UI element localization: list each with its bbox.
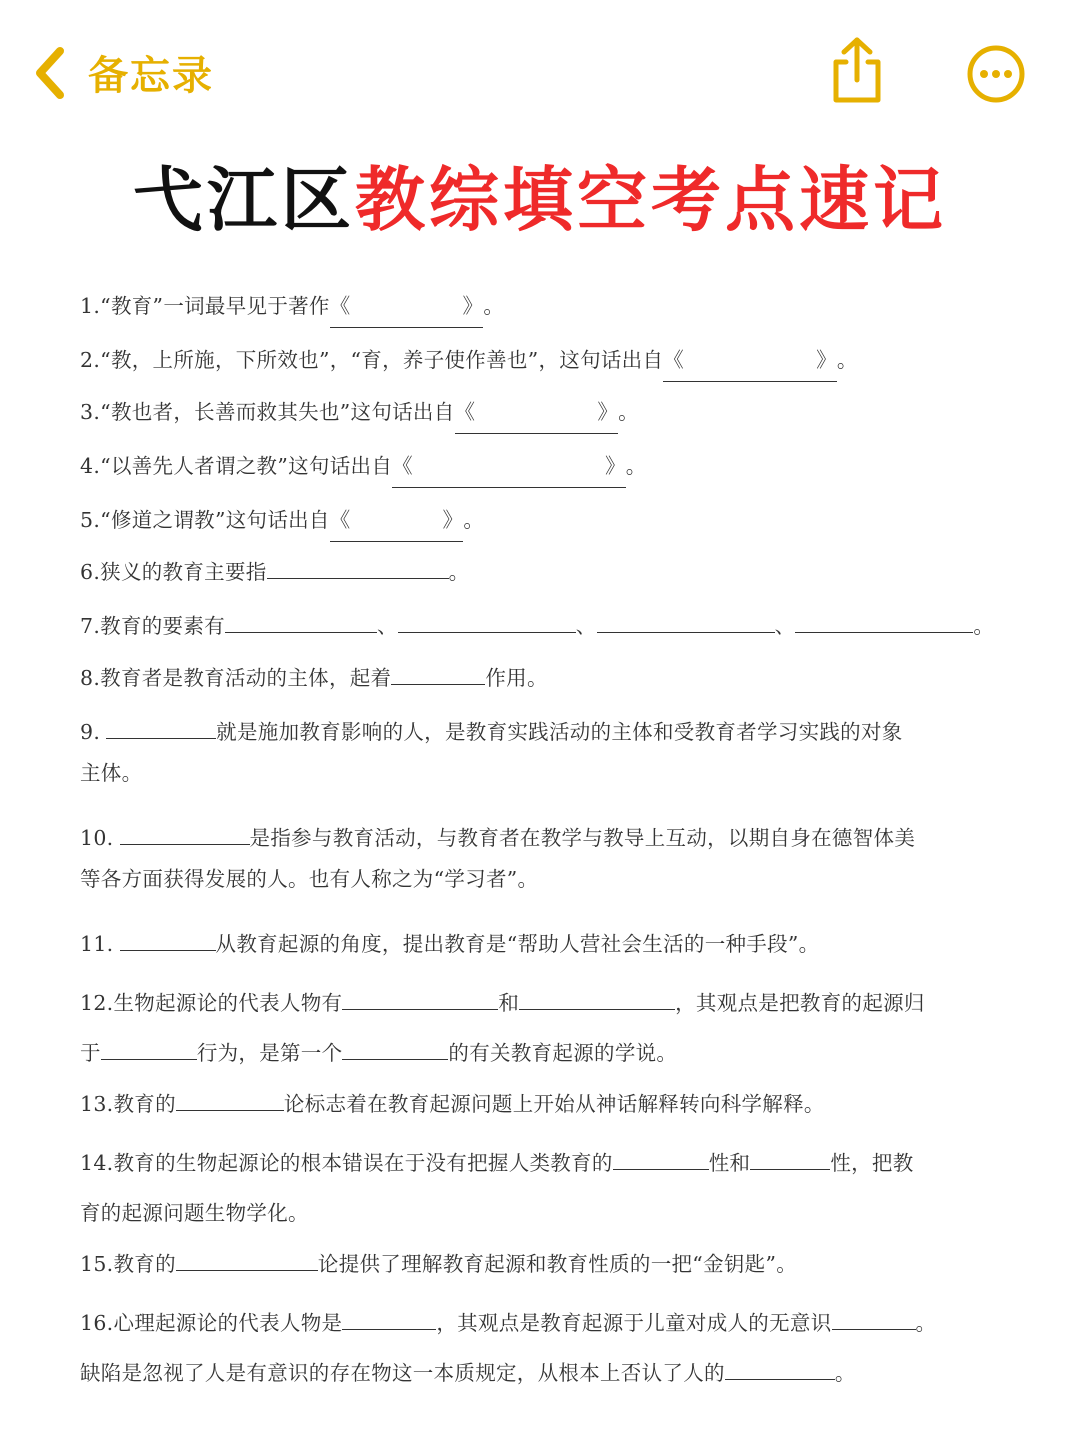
answer-blank[interactable] bbox=[106, 716, 216, 739]
question-text: 7.教育的要素有 bbox=[80, 614, 225, 638]
question-text-continued: 缺陷是忽视了人是有意识的存在物这一本质规定，从根本上否认了人的 bbox=[80, 1361, 725, 1385]
question-text: 10. bbox=[80, 826, 114, 850]
question-11 bbox=[80, 924, 1010, 965]
question-text: 2.“教，上所施，下所效也”，“育，养子使作善也”，这句话出自 bbox=[80, 348, 664, 372]
question-9 bbox=[80, 712, 1010, 794]
question-text-end: 。 bbox=[973, 614, 995, 638]
question-text-continued: 育的起源问题生物学化。 bbox=[80, 1201, 309, 1225]
separator: 、 bbox=[575, 614, 597, 638]
question-text-end: 。 bbox=[618, 400, 639, 424]
question-text-end: 。 bbox=[836, 348, 858, 372]
answer-blank[interactable] bbox=[342, 987, 498, 1010]
question-1 bbox=[80, 286, 1010, 328]
question-text: ，其观点是教育起源于儿童对成人的无意识 bbox=[436, 1311, 832, 1335]
answer-blank[interactable] bbox=[176, 1088, 284, 1111]
question-text-continued: 于 bbox=[80, 1041, 101, 1065]
question-2 bbox=[80, 340, 1010, 382]
answer-blank[interactable] bbox=[398, 610, 576, 633]
question-text: 和 bbox=[498, 991, 520, 1015]
question-text: 5.“修道之谓教”这句话出自 bbox=[80, 508, 330, 532]
answer-blank[interactable] bbox=[267, 556, 449, 579]
answer-blank[interactable] bbox=[455, 392, 619, 434]
question-text: 16.心理起源论的代表人物是 bbox=[80, 1311, 343, 1335]
question-6 bbox=[80, 552, 1010, 593]
question-12 bbox=[80, 978, 1010, 1078]
answer-blank[interactable] bbox=[392, 446, 626, 488]
question-text-end: 。 bbox=[625, 454, 647, 478]
answer-blank[interactable] bbox=[391, 662, 485, 685]
question-text-continued: 主体。 bbox=[80, 761, 143, 785]
question-text: 性和 bbox=[708, 1151, 751, 1175]
question-text-end: 。 bbox=[463, 508, 485, 532]
back-button[interactable] bbox=[30, 44, 214, 101]
book-bracket-close: 》 bbox=[604, 454, 626, 478]
question-text: 9. bbox=[80, 720, 101, 744]
question-text: 从教育起源的角度，提出教育是“帮助人营社会生活的一种手段”。 bbox=[215, 932, 820, 956]
question-text: 4.“以善先人者谓之教”这句话出自 bbox=[80, 454, 393, 478]
answer-blank[interactable] bbox=[663, 340, 837, 382]
answer-blank[interactable] bbox=[330, 286, 484, 328]
answer-blank[interactable] bbox=[225, 610, 377, 633]
share-icon[interactable] bbox=[828, 36, 886, 106]
separator: 、 bbox=[774, 614, 796, 638]
question-text-continued: 的有关教育起源的学说。 bbox=[448, 1041, 678, 1065]
more-icon[interactable] bbox=[966, 44, 1026, 104]
answer-blank[interactable] bbox=[101, 1037, 197, 1060]
question-text: 3.“教也者，长善而救其失也”这句话出自 bbox=[80, 400, 455, 424]
question-text: 1.“教育”一词最早见于著作 bbox=[80, 294, 330, 318]
question-text: 论提供了理解教育起源和教育性质的一把“金钥匙”。 bbox=[317, 1252, 798, 1276]
answer-blank[interactable] bbox=[725, 1357, 835, 1380]
question-8 bbox=[80, 658, 1010, 699]
question-16 bbox=[80, 1298, 1010, 1398]
answer-blank[interactable] bbox=[342, 1037, 448, 1060]
answer-blank[interactable] bbox=[120, 928, 216, 951]
question-text: 14.教育的生物起源论的根本错误在于没有把握人类教育的 bbox=[80, 1151, 613, 1175]
question-text-end: 。 bbox=[448, 560, 470, 584]
question-3 bbox=[80, 392, 1010, 434]
question-7 bbox=[80, 606, 1010, 647]
navigation-bar bbox=[0, 0, 1080, 140]
answer-blank[interactable] bbox=[330, 500, 464, 542]
question-13 bbox=[80, 1084, 1010, 1125]
book-bracket-close: 》 bbox=[462, 294, 484, 318]
question-text: 15.教育的 bbox=[80, 1252, 176, 1276]
book-bracket-close: 》 bbox=[816, 348, 837, 372]
question-text: ，其观点是把教育的起源归 bbox=[675, 991, 925, 1015]
separator: 、 bbox=[376, 614, 398, 638]
answer-blank[interactable] bbox=[342, 1307, 436, 1330]
question-text-end: 。 bbox=[483, 294, 505, 318]
question-text: 就是施加教育影响的人，是教育实践活动的主体和受教育者学习实践的对象 bbox=[216, 720, 903, 744]
question-14 bbox=[80, 1138, 1010, 1238]
book-bracket-close: 》 bbox=[597, 400, 619, 424]
title-part-red: 教综填空考点速记 bbox=[355, 159, 947, 241]
question-text-end: 作用。 bbox=[485, 666, 548, 690]
answer-blank[interactable] bbox=[832, 1307, 916, 1330]
question-text: 6.狭义的教育主要指 bbox=[80, 560, 267, 584]
book-bracket-open: 《 bbox=[329, 294, 351, 318]
answer-blank[interactable] bbox=[597, 610, 775, 633]
question-text: 。 bbox=[915, 1311, 937, 1335]
title-part-black: 弋江区 bbox=[133, 159, 355, 241]
back-label: 备忘录 bbox=[88, 53, 214, 99]
question-10 bbox=[80, 818, 1010, 900]
book-bracket-open: 《 bbox=[663, 348, 685, 372]
answer-blank[interactable] bbox=[120, 822, 250, 845]
page-title bbox=[0, 158, 1080, 242]
question-text: 11. bbox=[80, 932, 114, 956]
book-bracket-open: 《 bbox=[454, 400, 476, 424]
question-text-continued: 行为，是第一个 bbox=[196, 1041, 343, 1065]
question-text-continued: 等各方面获得发展的人。也有人称之为“学习者”。 bbox=[80, 867, 539, 891]
answer-blank[interactable] bbox=[795, 610, 973, 633]
book-bracket-open: 《 bbox=[329, 508, 351, 532]
question-5 bbox=[80, 500, 1010, 542]
question-text: 论标志着在教育起源问题上开始从神话解释转向科学解释。 bbox=[283, 1092, 825, 1116]
question-text: 8.教育者是教育活动的主体，起着 bbox=[80, 666, 392, 690]
question-text-continued: 。 bbox=[834, 1361, 856, 1385]
question-text: 性，把教 bbox=[830, 1151, 914, 1175]
question-text: 是指参与教育活动，与教育者在教学与教导上互动，以期自身在德智体美 bbox=[249, 826, 916, 850]
book-bracket-open: 《 bbox=[392, 454, 413, 478]
question-text: 12.生物起源论的代表人物有 bbox=[80, 991, 343, 1015]
answer-blank[interactable] bbox=[519, 987, 675, 1010]
chevron-left-icon bbox=[30, 45, 70, 101]
question-15 bbox=[80, 1244, 1010, 1285]
answer-blank[interactable] bbox=[750, 1147, 830, 1170]
book-bracket-close: 》 bbox=[442, 508, 464, 532]
question-4 bbox=[80, 446, 1010, 488]
question-text: 13.教育的 bbox=[80, 1092, 176, 1116]
answer-blank[interactable] bbox=[176, 1248, 318, 1271]
answer-blank[interactable] bbox=[613, 1147, 709, 1170]
